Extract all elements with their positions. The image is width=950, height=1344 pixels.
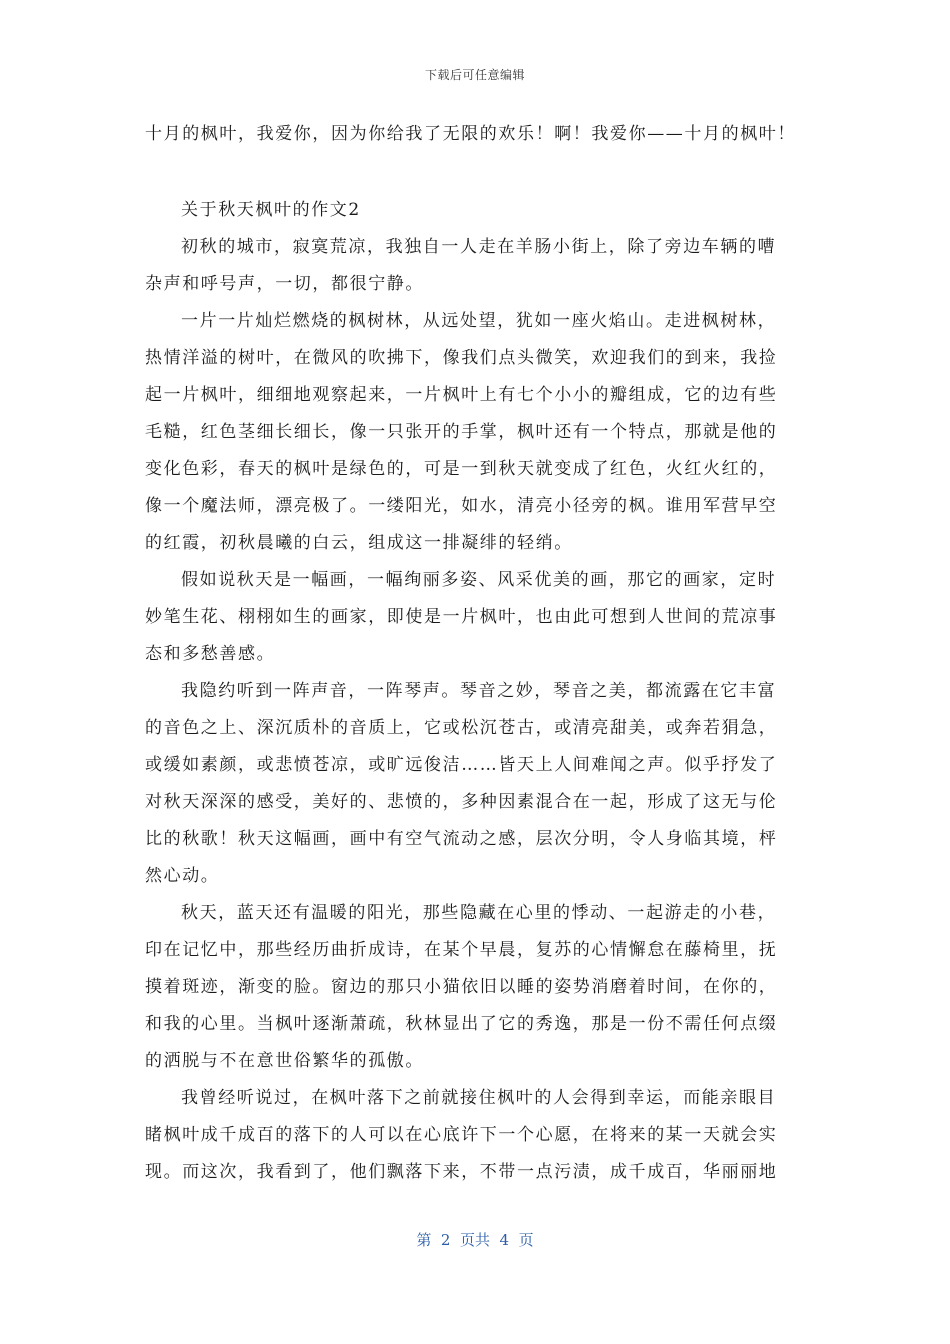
paragraph-line: 初秋的城市，寂寞荒凉，我独自一人走在羊肠小街上，除了旁边车辆的嘈 (181, 237, 777, 257)
paragraph-line: 杂声和呼号声，一切，都很宁静。 (145, 274, 424, 294)
page-footer: 第 2 页共 4 页 (416, 1231, 534, 1249)
paragraph-line: 现。而这次，我看到了，他们飘落下来，不带一点污渍，成千成百，华丽丽地 (145, 1162, 778, 1182)
paragraph-line: 态和多愁善感。 (145, 644, 276, 664)
paragraph-line: 和我的心里。当枫叶逐渐萧疏，秋林显出了它的秀逸，那是一份不需任何点缀 (145, 1014, 778, 1034)
paragraph-line: 一片一片灿烂燃烧的枫树林，从远处望，犹如一座火焰山。走进枫树林， (181, 311, 777, 331)
paragraph-line: 摸着斑迹，渐变的脸。窗边的那只小猫依旧以睡的姿势消磨着时间，在你的， (145, 977, 778, 997)
paragraph-line: 假如说秋天是一幅画，一幅绚丽多姿、风采优美的画，那它的画家，定时 (181, 570, 777, 590)
paragraph-line: 然心动。 (145, 866, 220, 886)
paragraph-line: 变化色彩，春天的枫叶是绿色的，可是一到秋天就变成了红色，火红火红的， (145, 459, 778, 479)
paragraph-line: 毛糙，红色茎细长细长，像一只张开的手掌，枫叶还有一个特点，那就是他的 (145, 422, 778, 442)
paragraph-line: 对秋天深深的感受，美好的、悲愤的，多种因素混合在一起，形成了这无与伦 (145, 792, 778, 812)
paragraph-line: 的洒脱与不在意世俗繁华的孤傲。 (145, 1051, 424, 1071)
paragraph-line: 妙笔生花、栩栩如生的画家，即使是一片枫叶，也由此可想到人世间的荒凉事 (145, 607, 778, 627)
paragraph-line: 秋天，蓝天还有温暖的阳光，那些隐藏在心里的悸动、一起游走的小巷， (181, 903, 777, 923)
paragraph-line: 热情洋溢的树叶，在微风的吹拂下，像我们点头微笑，欢迎我们的到来，我捡 (145, 348, 778, 368)
paragraph-line: 起一片枫叶，细细地观察起来，一片枫叶上有七个小小的瓣组成，它的边有些 (145, 385, 778, 405)
paragraph-line: 我隐约听到一阵声音，一阵琴声。琴音之妙，琴音之美，都流露在它丰富 (181, 681, 777, 701)
paragraph-line: 或缓如素颜，或悲愤苍凉，或旷远俊洁……皆天上人间难闻之声。似乎抒发了 (145, 755, 778, 775)
header-note: 下载后可任意编辑 (424, 68, 525, 82)
paragraph-line: 十月的枫叶，我爱你，因为你给我了无限的欢乐！啊！我爱你——十月的枫叶！ (145, 124, 796, 144)
paragraph-line: 印在记忆中，那些经历曲折成诗，在某个早晨，复苏的心情懈怠在藤椅里，抚 (145, 940, 778, 960)
paragraph-line: 比的秋歌！秋天这幅画，画中有空气流动之感，层次分明，令人身临其境，枰 (145, 829, 778, 849)
paragraph-line: 像一个魔法师，漂亮极了。一缕阳光，如水，清亮小径旁的枫。谁用军营早空 (145, 496, 778, 516)
section-title: 关于秋天枫叶的作文2 (181, 200, 361, 220)
paragraph-line: 我曾经听说过，在枫叶落下之前就接住枫叶的人会得到幸运，而能亲眼目 (181, 1088, 777, 1108)
paragraph-line: 睹枫叶成千成百的落下的人可以在心底许下一个心愿，在将来的某一天就会实 (145, 1125, 778, 1145)
paragraph-line: 的红霞，初秋晨曦的白云，组成这一排凝绯的轻绡。 (145, 533, 573, 553)
paragraph-line: 的音色之上、深沉质朴的音质上，它或松沉苍古，或清亮甜美，或奔若狷急， (145, 718, 778, 738)
